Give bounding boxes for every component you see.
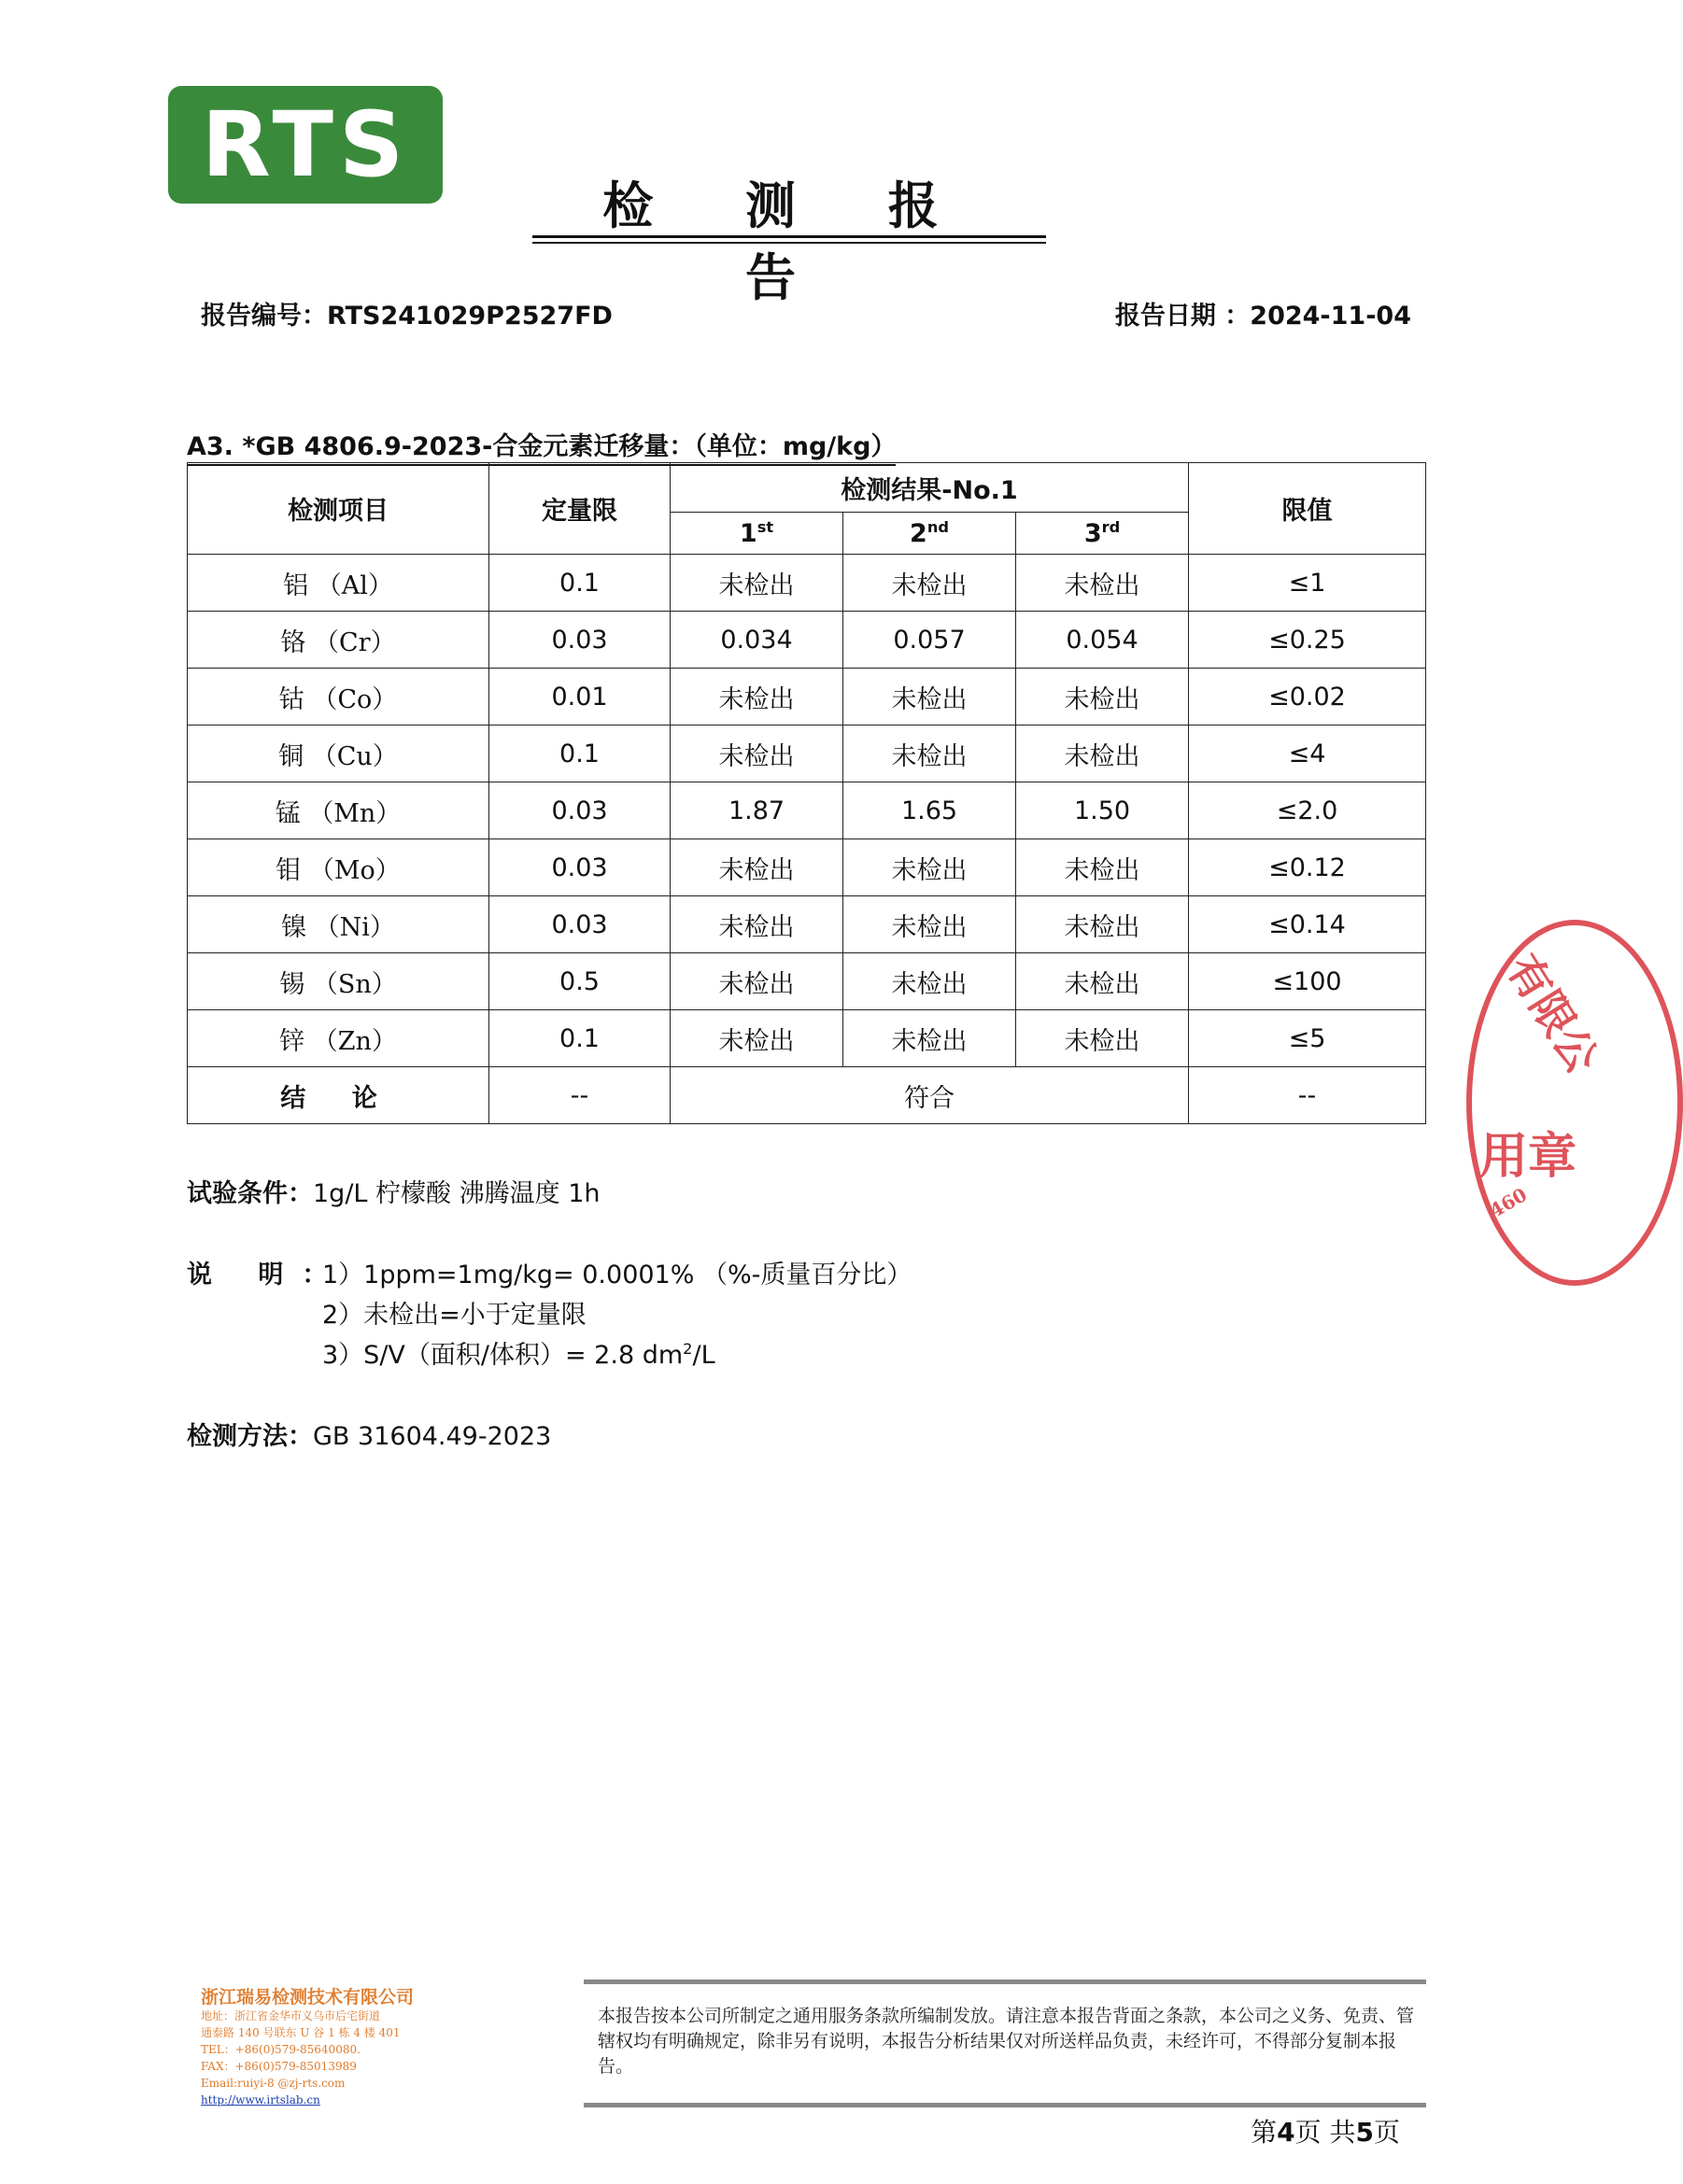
conclusion-label: 结 论 <box>188 1067 489 1124</box>
result-cell: 1.65 <box>843 782 1016 839</box>
loq-cell: 0.1 <box>489 1010 671 1067</box>
notes-label-text: 说 明： <box>187 1261 346 1289</box>
result-cell: 未检出 <box>843 953 1016 1010</box>
footer-website-link[interactable]: http://www.irtslab.cn <box>201 2093 320 2107</box>
item-cell: 铜 （Cu） <box>188 726 489 782</box>
result-cell: 未检出 <box>1016 726 1189 782</box>
loq-cell: 0.03 <box>489 782 671 839</box>
header-trial-3: 3rd <box>1016 513 1189 555</box>
item-cell: 钼 （Mo） <box>188 839 489 896</box>
loq-cell: 0.1 <box>489 555 671 612</box>
stamp-text: 有限公 <box>1496 945 1608 1082</box>
conclusion-loq: -- <box>489 1067 671 1124</box>
rts-logo <box>168 86 443 204</box>
logo-text: RTS <box>201 92 410 197</box>
table-row <box>188 726 1426 782</box>
footer-disclaimer: 本报告按本公司所制定之通用服务条款所编制发放。请注意本报告背面之条款，本公司之义务、免责、管辖权均有明确规定，除非另有说明，本报告分析结果仅对所送样品负责，未经许可，不得部分复制本报告。 <box>598 2006 1415 2077</box>
item-cell: 锡 （Sn） <box>188 953 489 1010</box>
result-cell: 0.034 <box>671 612 843 669</box>
header-results: 检测结果-No.1 <box>671 463 1189 513</box>
conclusion-row <box>188 1067 1426 1124</box>
loq-cell: 0.03 <box>489 839 671 896</box>
loq-cell: 0.1 <box>489 726 671 782</box>
page-number-mid: 页 共 <box>1294 2117 1356 2148</box>
conclusion-limit: -- <box>1189 1067 1426 1124</box>
result-cell: 未检出 <box>843 896 1016 953</box>
footer-email: Email:ruiyi-8 @zj-rts.com <box>201 2077 346 2090</box>
result-cell: 未检出 <box>671 953 843 1010</box>
result-cell: 未检出 <box>671 839 843 896</box>
result-cell: 未检出 <box>671 726 843 782</box>
item-cell: 锰 （Mn） <box>188 782 489 839</box>
table-row <box>188 555 1426 612</box>
title-rule <box>532 235 1046 238</box>
result-cell: 未检出 <box>843 669 1016 726</box>
result-cell: 未检出 <box>671 896 843 953</box>
page-number-prefix: 第 <box>1251 2117 1278 2148</box>
result-cell: 未检出 <box>1016 555 1189 612</box>
footer-tel: TEL：+86(0)579-85640080. <box>201 2043 361 2056</box>
loq-cell: 0.03 <box>489 612 671 669</box>
note-3-sup: 2 <box>683 1340 693 1358</box>
footer-company-name: 浙江瑞易检测技术有限公司 <box>201 1987 415 2008</box>
note-3-text: 3）S/V（面积/体积）= 2.8 dm <box>322 1341 684 1370</box>
result-cell: 1.87 <box>671 782 843 839</box>
item-cell: 铝 （Al） <box>188 555 489 612</box>
loq-cell: 0.5 <box>489 953 671 1010</box>
limit-cell: ≤2.0 <box>1189 782 1426 839</box>
limit-cell: ≤0.12 <box>1189 839 1426 896</box>
note-1: 1）1ppm=1mg/kg= 0.0001% （%-质量百分比） <box>322 1261 912 1289</box>
test-method-value: GB 31604.49-2023 <box>313 1422 552 1451</box>
item-cell: 钴 （Co） <box>188 669 489 726</box>
header-limit: 限值 <box>1189 463 1426 555</box>
result-cell: 1.50 <box>1016 782 1189 839</box>
result-cell: 未检出 <box>1016 896 1189 953</box>
test-method <box>187 1416 551 1452</box>
result-cell: 未检出 <box>1016 953 1189 1010</box>
footer-fax: FAX：+86(0)579-85013989 <box>201 2060 357 2073</box>
loq-cell: 0.01 <box>489 669 671 726</box>
note-3 <box>322 1334 715 1371</box>
footer-rule <box>584 1980 1426 1984</box>
limit-cell: ≤0.02 <box>1189 669 1426 726</box>
stamp-text: 用章 <box>1479 1128 1577 1185</box>
title-rule <box>532 242 1046 244</box>
footer-contact <box>201 2008 401 2108</box>
result-cell: 未检出 <box>843 839 1016 896</box>
item-cell: 锌 （Zn） <box>188 1010 489 1067</box>
page-number-suffix: 页 <box>1373 2117 1400 2148</box>
header-trial-2: 2nd <box>843 513 1016 555</box>
table-row <box>188 782 1426 839</box>
footer-address-1: 地址：浙江省金华市义乌市后宅街道 <box>201 2009 381 2022</box>
header-loq: 定量限 <box>489 463 671 555</box>
result-cell: 未检出 <box>843 555 1016 612</box>
footer-address-2: 通泰路 140 号联东 U 谷 1 栋 4 楼 401 <box>201 2026 401 2039</box>
footer-rule <box>584 2103 1426 2107</box>
results-table <box>187 462 1426 1124</box>
limit-cell: ≤1 <box>1189 555 1426 612</box>
result-cell: 未检出 <box>843 726 1016 782</box>
document-title: 检 测 报 告 <box>602 176 976 307</box>
result-cell: 未检出 <box>671 555 843 612</box>
stamp-text: 460 <box>1485 1183 1531 1222</box>
result-cell: 未检出 <box>1016 839 1189 896</box>
table-row <box>188 612 1426 669</box>
result-cell: 未检出 <box>671 1010 843 1067</box>
result-cell: 0.054 <box>1016 612 1189 669</box>
table-row <box>188 896 1426 953</box>
test-conditions <box>187 1173 601 1209</box>
item-cell: 铬 （Cr） <box>188 612 489 669</box>
table-row <box>188 1010 1426 1067</box>
limit-cell: ≤0.14 <box>1189 896 1426 953</box>
table-row <box>188 839 1426 896</box>
page-current: 4 <box>1277 2117 1295 2148</box>
note-2: 2）未检出=小于定量限 <box>322 1301 587 1330</box>
company-seal-stamp <box>1466 920 1683 1286</box>
page-number <box>1251 2112 1400 2149</box>
test-method-label: 检测方法： <box>187 1422 313 1451</box>
limit-cell: ≤0.25 <box>1189 612 1426 669</box>
test-conditions-value: 1g/L 柠檬酸 沸腾温度 1h <box>313 1179 601 1208</box>
table-row <box>188 669 1426 726</box>
header-item: 检测项目 <box>188 463 489 555</box>
limit-cell: ≤5 <box>1189 1010 1426 1067</box>
result-cell: 0.057 <box>843 612 1016 669</box>
result-cell: 未检出 <box>1016 1010 1189 1067</box>
item-cell: 镍 （Ni） <box>188 896 489 953</box>
section-heading: A3. *GB 4806.9-2023-合金元素迁移量：（单位：mg/kg） <box>187 426 896 466</box>
result-cell: 未检出 <box>1016 669 1189 726</box>
conclusion-result: 符合 <box>671 1067 1189 1124</box>
table-row <box>188 953 1426 1010</box>
loq-cell: 0.03 <box>489 896 671 953</box>
header-trial-1: 1st <box>671 513 843 555</box>
result-cell: 未检出 <box>843 1010 1016 1067</box>
note-3-unit: /L <box>692 1341 715 1370</box>
result-cell: 未检出 <box>671 669 843 726</box>
limit-cell: ≤4 <box>1189 726 1426 782</box>
report-number: 报告编号：RTS241029P2527FD <box>201 302 613 331</box>
test-conditions-label: 试验条件： <box>187 1179 313 1208</box>
limit-cell: ≤100 <box>1189 953 1426 1010</box>
report-date: 报告日期 ：2024-11-04 <box>1114 302 1411 331</box>
page-total: 5 <box>1355 2117 1374 2148</box>
